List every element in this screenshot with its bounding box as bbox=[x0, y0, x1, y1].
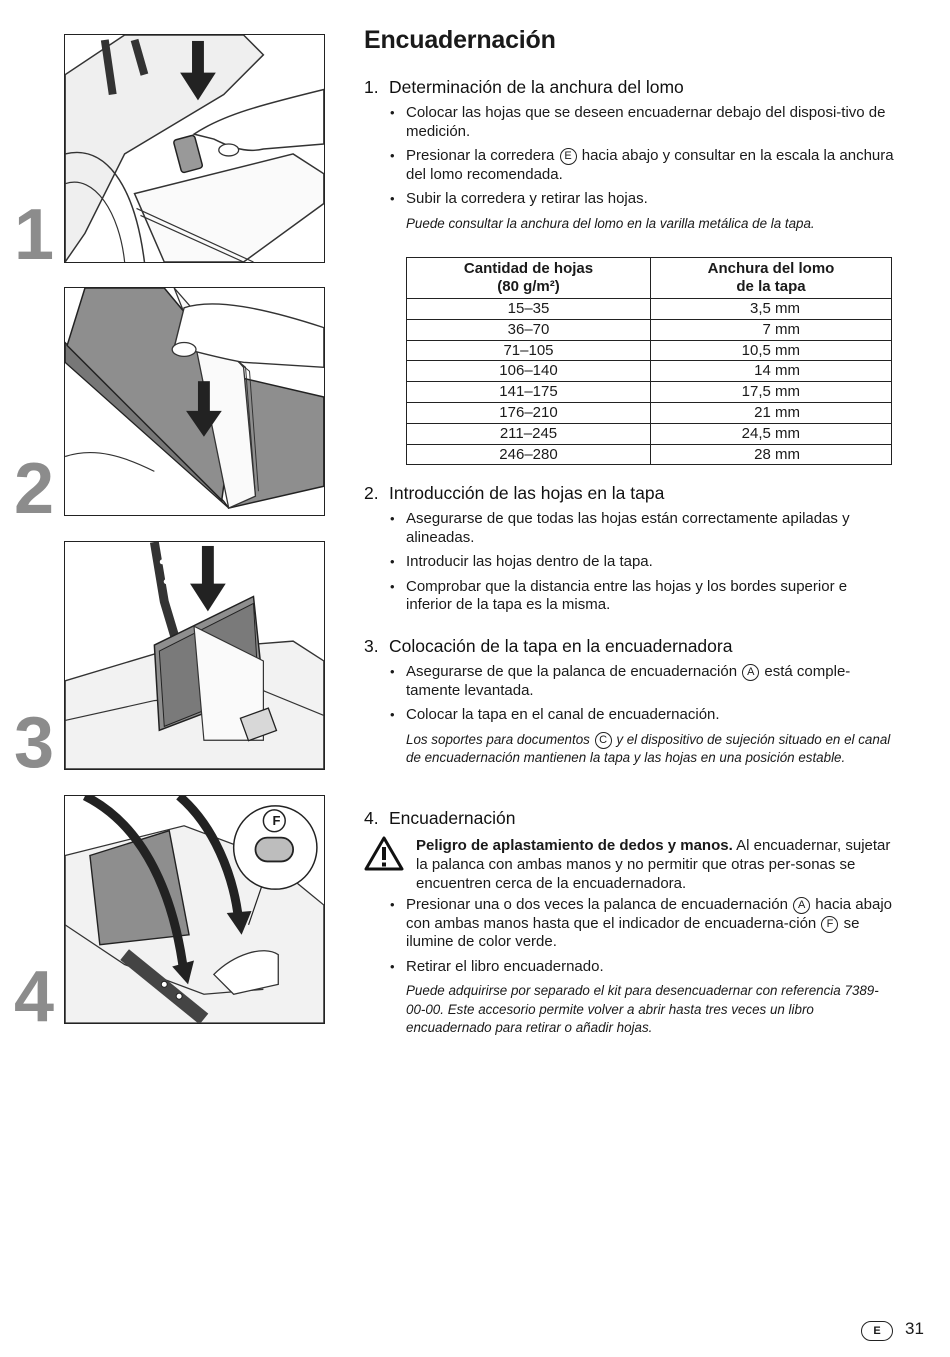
list-item: • Asegurarse de que la palanca de encuadernación A está comple-tamente levantada. bbox=[364, 663, 894, 700]
section-4 bbox=[364, 896, 894, 1038]
section-2 bbox=[364, 483, 894, 621]
section-4-bullets bbox=[364, 896, 894, 976]
figure-step-4-binding bbox=[64, 795, 325, 1024]
table-body bbox=[407, 299, 892, 465]
list-item: • Comprobar que la distancia entre las hojas y los bordes superior e inferior de la tapa es la misma. bbox=[364, 578, 894, 615]
list-item: • Presionar una o dos veces la palanca de encuadernación A hacia abajo con ambas manos hasta que el indicador de encuaderna-ción F se ilumine de color verde. bbox=[364, 896, 894, 952]
placing-cover-illustration bbox=[65, 542, 324, 769]
section-3-note: Los soportes para documentos C y el dispositivo de sujeción situado en el canal de encuadernación mantienen la tapa y las hojas en una posición estable. bbox=[406, 731, 891, 765]
section-4-title: 4. Encuadernación bbox=[364, 808, 516, 828]
list-item: • Colocar las hojas que se deseen encuadernar debajo del disposi-tivo de medición. bbox=[364, 104, 894, 141]
page-title: Encuadernación bbox=[364, 26, 556, 54]
step-number-1: 1 bbox=[13, 195, 55, 275]
table-row: 246–280 28 mm bbox=[407, 444, 892, 465]
list-item: • Colocar la tapa en el canal de encuadernación. bbox=[364, 706, 894, 725]
list-item: • Introducir las hojas dentro de la tapa. bbox=[364, 553, 894, 572]
list-item: • Asegurarse de que todas las hojas están correctamente apiladas y alineadas. bbox=[364, 510, 894, 547]
step-number-4: 4 bbox=[13, 957, 55, 1037]
section-3-bullets bbox=[364, 663, 894, 725]
figure-step-3-placing bbox=[64, 541, 325, 770]
binding-lever-illustration bbox=[65, 796, 324, 1023]
measuring-illustration bbox=[65, 35, 324, 262]
cover-insert-illustration bbox=[65, 288, 324, 515]
table-row: 176–210 21 mm bbox=[407, 402, 892, 423]
table-header-spine: Anchura del lomo de la tapa bbox=[651, 258, 892, 299]
section-1-bullets bbox=[364, 104, 894, 209]
marker-c-icon: C bbox=[595, 732, 612, 749]
table-row: 106–140 14 mm bbox=[407, 361, 892, 382]
marker-a-icon: A bbox=[742, 664, 759, 681]
table-row: 36–70 7 mm bbox=[407, 319, 892, 340]
language-badge: E bbox=[861, 1321, 893, 1341]
page-number: 31 bbox=[905, 1319, 924, 1338]
section-3-title: 3. Colocación de la tapa en la encuadernadora bbox=[364, 636, 733, 656]
crush-warning bbox=[364, 836, 894, 893]
table-row: 15–35 3,5 mm bbox=[407, 299, 892, 320]
marker-a-icon: A bbox=[793, 897, 810, 914]
section-4-note: Puede adquirirse por separado el kit para desencuadernar con referencia 7389-00-00. Este accesorio permite volver a abrir hasta tres veces un libro encuadernado para retirar o añadir hojas. bbox=[406, 983, 879, 1035]
warning-triangle-icon bbox=[364, 836, 404, 872]
list-item: • Retirar el libro encuadernado. bbox=[364, 958, 894, 977]
figure-step-1-measuring bbox=[64, 34, 325, 263]
section-2-bullets bbox=[364, 510, 894, 615]
table-row: 71–105 10,5 mm bbox=[407, 340, 892, 361]
list-item: • Subir la corredera y retirar las hojas. bbox=[364, 190, 894, 209]
section-3 bbox=[364, 636, 894, 768]
warning-text: Peligro de aplastamiento de dedos y manos. Al encuadernar, sujetar la palanca con ambas manos y no permitir que otras per-sonas se encuentren cerca de la encuadernadora. bbox=[416, 837, 891, 892]
step-number-2: 2 bbox=[13, 449, 55, 529]
section-4-heading bbox=[364, 808, 894, 835]
step-number-3: 3 bbox=[13, 703, 55, 783]
figure4-callout-label: F bbox=[272, 813, 281, 828]
section-1-title: 1. Determinación de la anchura del lomo bbox=[364, 77, 684, 97]
section-1 bbox=[364, 77, 894, 233]
section-2-title: 2. Introducción de las hojas en la tapa bbox=[364, 483, 665, 503]
marker-e-icon: E bbox=[560, 148, 577, 165]
section-1-note: Puede consultar la anchura del lomo en la varilla metálica de la tapa. bbox=[406, 215, 815, 231]
table-row: 211–245 24,5 mm bbox=[407, 423, 892, 444]
list-item: • Presionar la corredera E hacia abajo y consultar en la escala la anchura del lomo recomendada. bbox=[364, 147, 894, 184]
spine-width-table bbox=[406, 257, 892, 465]
table-header-sheets: Cantidad de hojas (80 g/m²) bbox=[407, 258, 651, 299]
figure-step-2-inserting bbox=[64, 287, 325, 516]
marker-f-icon: F bbox=[821, 916, 838, 933]
table-row: 141–175 17,5 mm bbox=[407, 382, 892, 403]
